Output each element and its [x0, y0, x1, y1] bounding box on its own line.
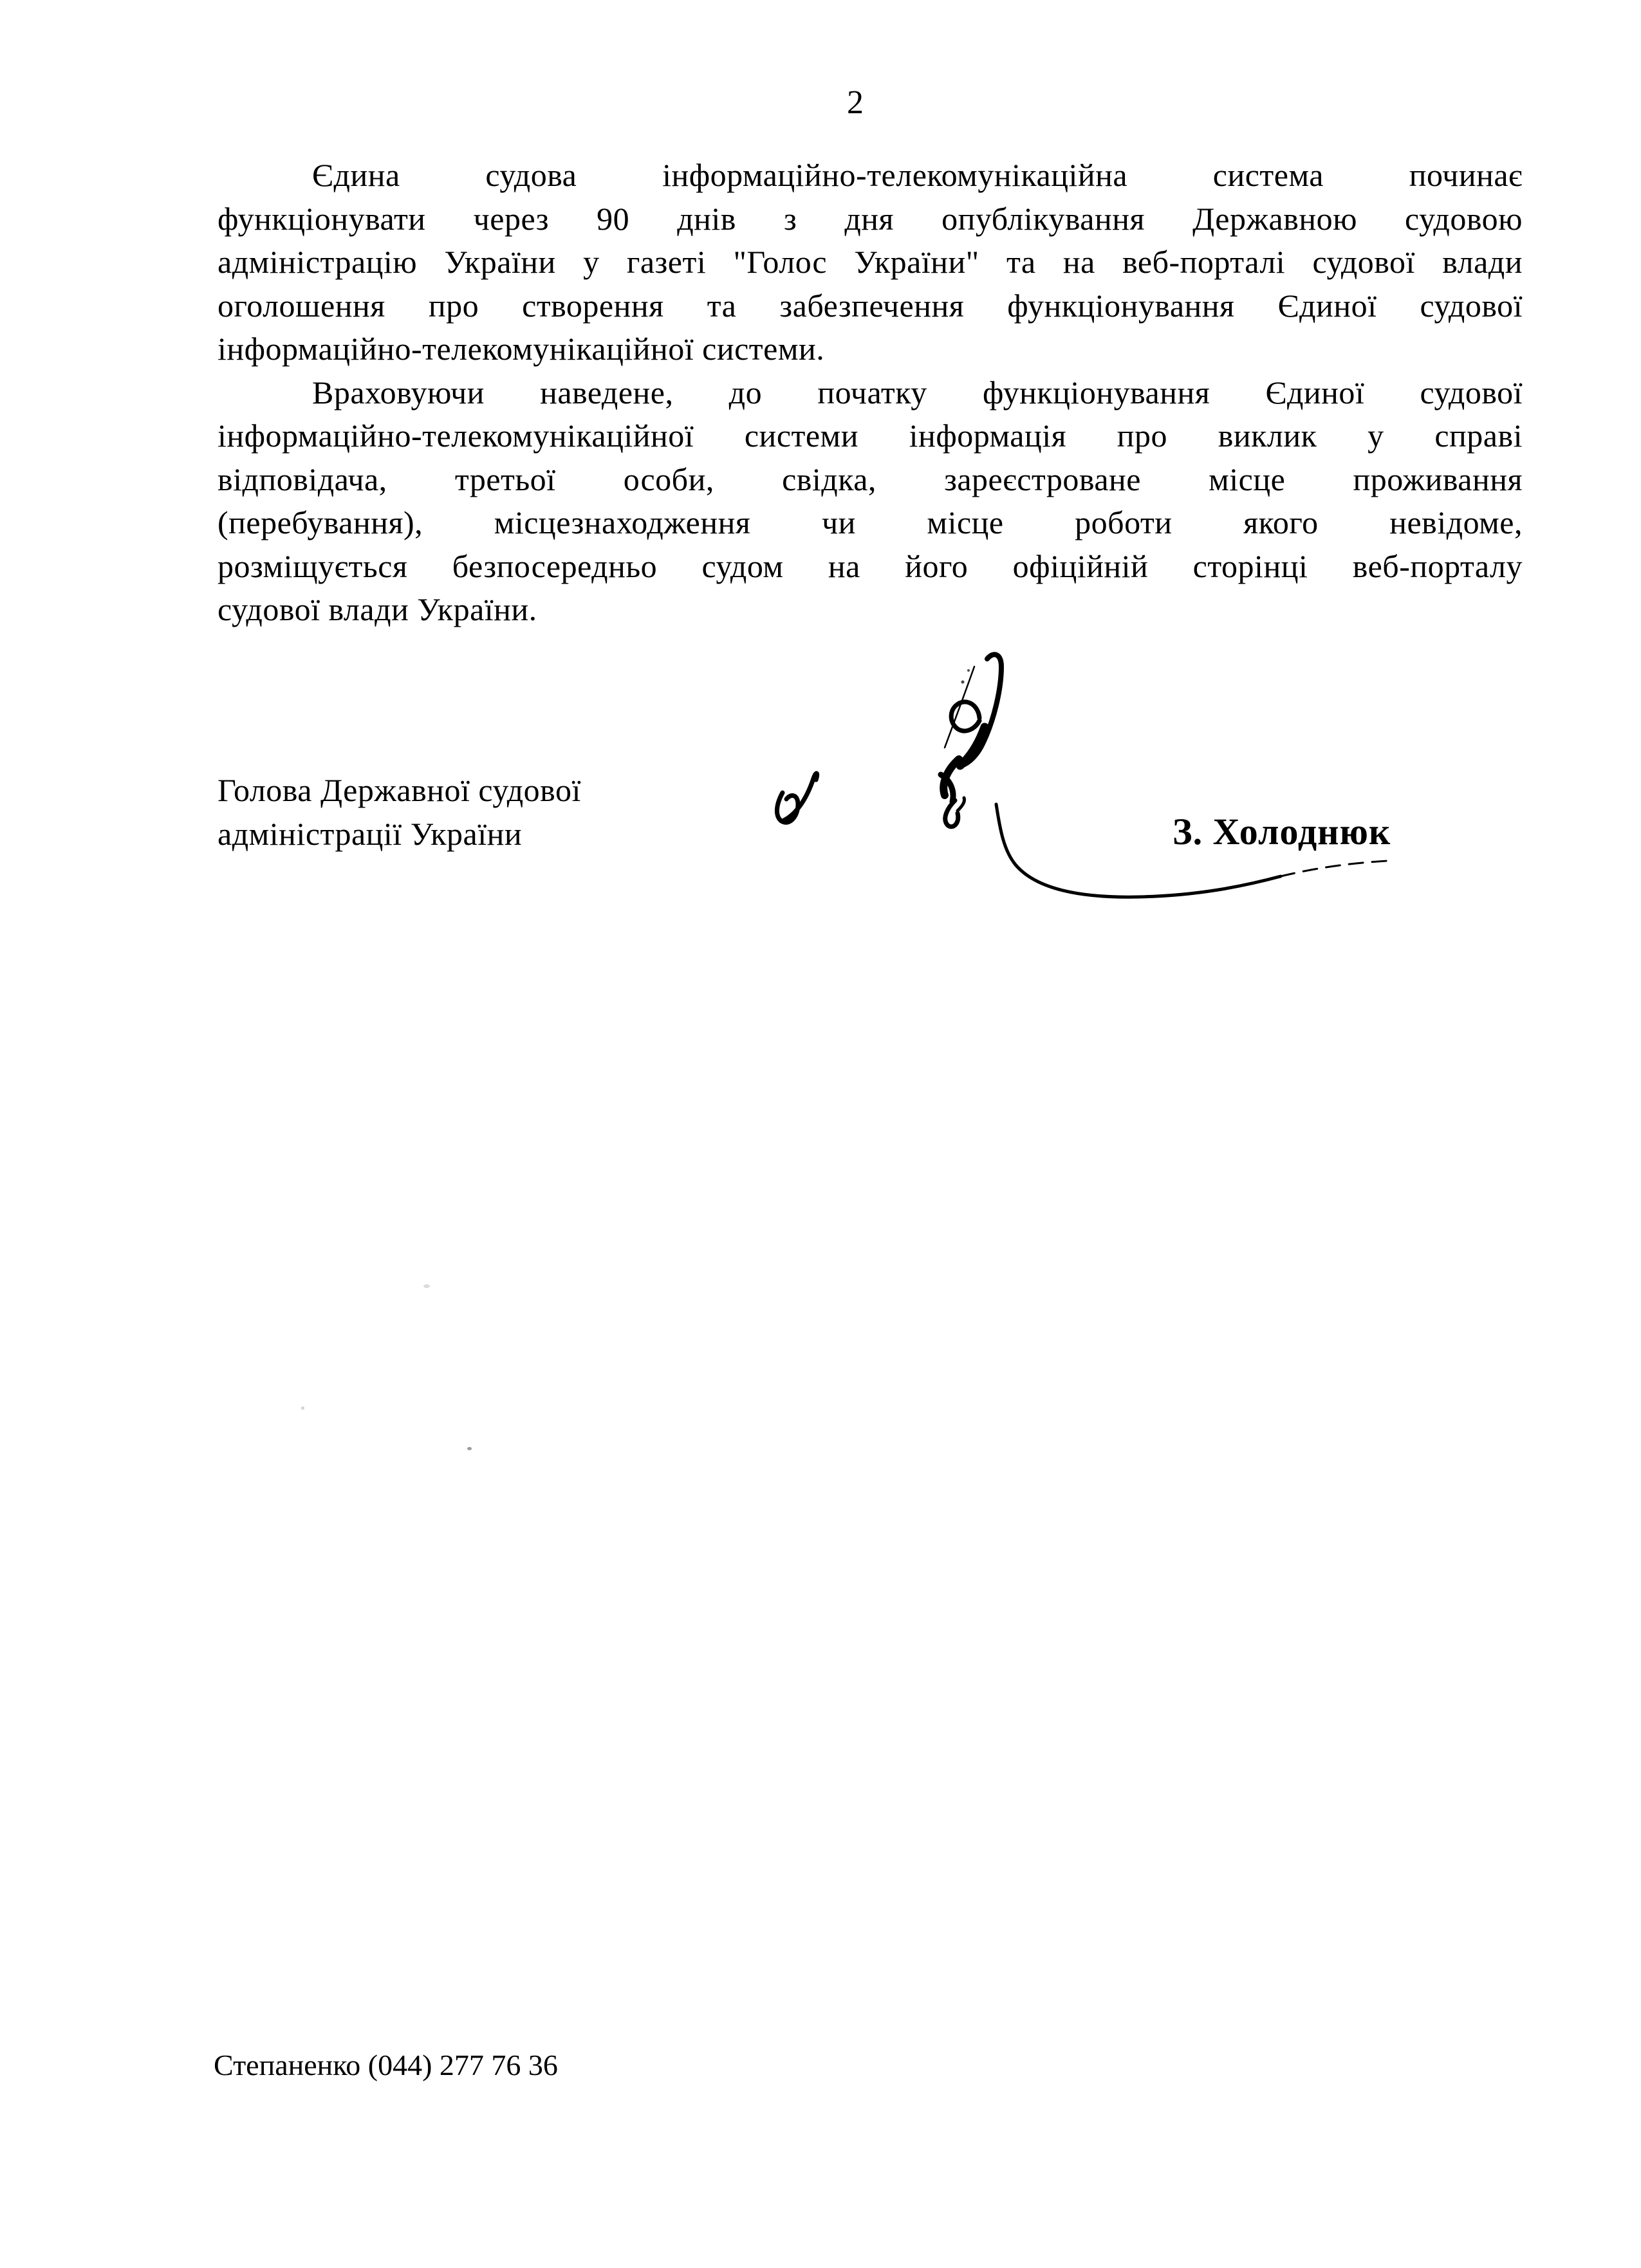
- signature-hairline: [945, 667, 974, 748]
- paragraph2-line2: інформаційно-телекомунікаційної системи інформація про виклик у справі: [218, 418, 1523, 454]
- document-body: [218, 154, 1523, 632]
- paragraph2-line1: Враховуючи наведене, до початку функціонування Єдиної судової: [312, 374, 1523, 410]
- scan-speck: [467, 1447, 472, 1450]
- signature-tail-dashed-end: [1281, 861, 1387, 876]
- signatory-title: [218, 769, 668, 856]
- paragraph2-line3: відповідача, третьої особи, свідка, зареєстроване місце проживання: [218, 461, 1523, 497]
- paragraph1-line2: функціонувати через 90 днів з дня опублікування Державною судовою: [218, 200, 1523, 237]
- paragraph1-line5: інформаційно-телекомунікаційної системи.: [218, 331, 825, 367]
- signatory-title-line1: Голова Державної судової: [218, 772, 581, 808]
- signature-ink-dot: [967, 669, 970, 672]
- paragraph1-line1: Єдина судова інформаційно-телекомунікаційна система починає: [312, 157, 1523, 193]
- page-number: 2: [847, 84, 864, 121]
- contact-line: Степаненко (044) 277 76 36: [214, 2049, 558, 2081]
- scan-speck: [301, 1406, 304, 1410]
- signature-main-arc: [961, 654, 1001, 766]
- signature-ink-dot: [961, 681, 965, 684]
- paragraph2-line5: розміщується безпосередньо судом на його офіційній сторінці веб-порталу: [218, 548, 1523, 584]
- scan-speck: [423, 1284, 430, 1288]
- handwritten-signature: [740, 611, 1422, 933]
- paragraph2-line6: судової влади України.: [218, 591, 537, 627]
- paragraph1-line4: оголошення про створення та забезпечення функціонування Єдиної судової: [218, 287, 1523, 324]
- signature-bottom-curl: [945, 800, 958, 827]
- signature-bottom-tick: [958, 798, 965, 811]
- paragraph1-line3: адміністрацію України у газеті "Голос України" та на веб-порталі судової влади: [218, 244, 1523, 280]
- signatory-title-line2: адміністрації України: [218, 815, 523, 852]
- paragraph2-line4: (перебування), місцезнаходження чи місце роботи якого невідоме,: [218, 504, 1523, 540]
- signatory-name: З. Холоднюк: [1173, 811, 1391, 853]
